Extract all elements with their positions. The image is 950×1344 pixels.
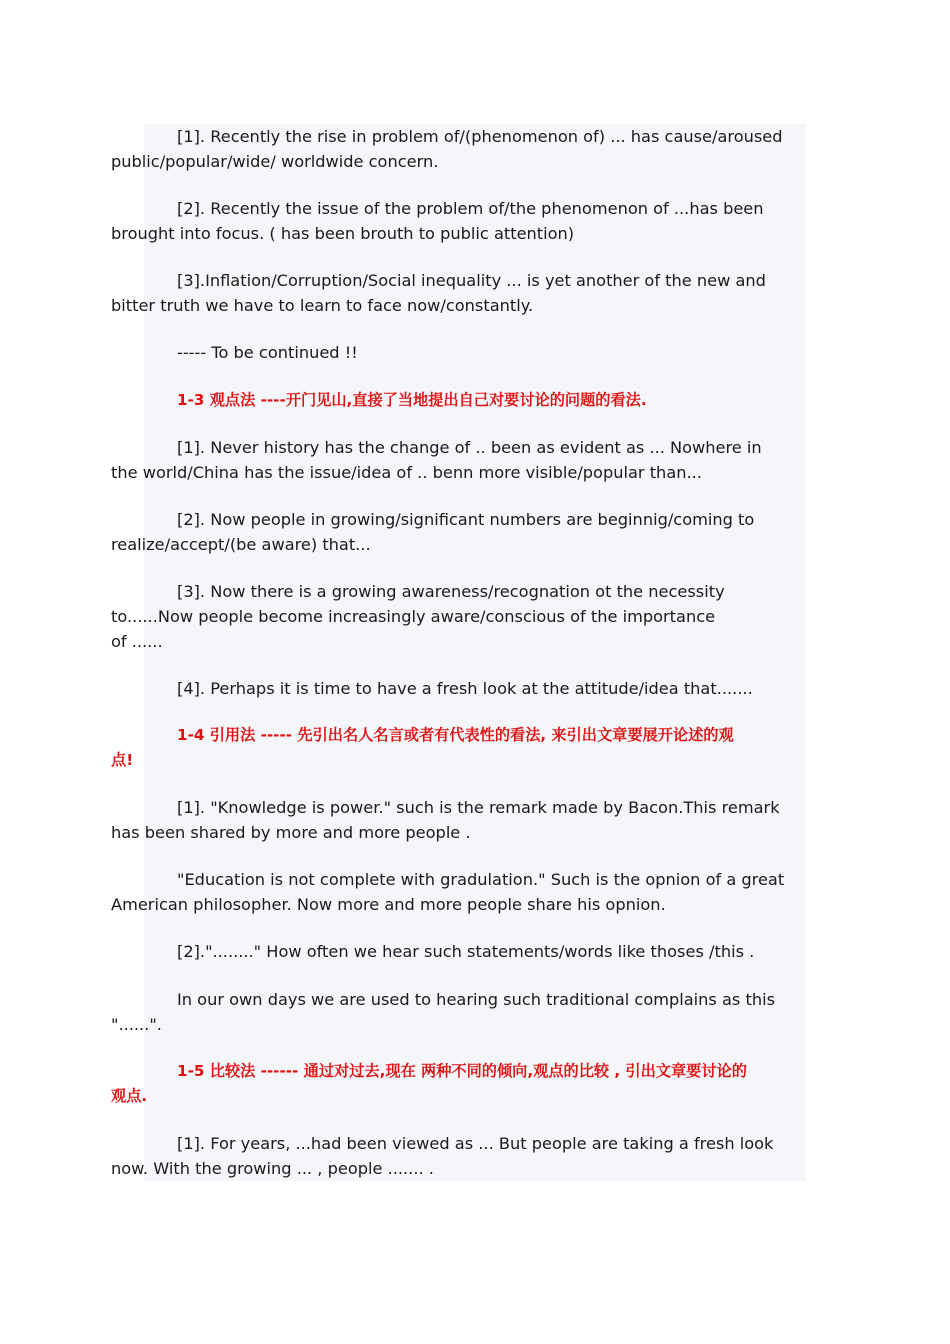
text-line: [1]. Recently the rise in problem of/(phenomenon of) ... has cause/aroused: [177, 127, 783, 146]
text-line: [2]. Now people in growing/significant numbers are beginnig/coming to: [177, 510, 755, 529]
heading-line: 1-5 比较法 ------ 通过对过去,现在 两种不同的倾向,观点的比较 , 引出文章要讨论的: [177, 1062, 747, 1080]
paragraph: [111, 795, 808, 845]
text-line: American philosopher. Now more and more people share his opnion.: [111, 895, 666, 914]
paragraph: [111, 507, 808, 557]
text-line: [2]. Recently the issue of the problem of/the phenomenon of ...has been: [177, 199, 764, 218]
text-line: [4]. Perhaps it is time to have a fresh look at the attitude/idea that.......: [177, 679, 753, 698]
paragraph: [111, 867, 808, 917]
section-heading: [111, 1059, 808, 1109]
paragraph: [111, 196, 808, 246]
text-line: [1]. "Knowledge is power." such is the remark made by Bacon.This remark: [177, 798, 780, 817]
text-line: [3]. Now there is a growing awareness/recognation ot the necessity: [177, 582, 725, 601]
text-line: [2]."........" How often we hear such statements/words like thoses /this .: [177, 942, 755, 961]
paragraph: [144, 676, 808, 701]
text-line: has been shared by more and more people .: [111, 823, 471, 842]
heading-line: 点!: [111, 751, 134, 769]
heading-line: 观点.: [111, 1087, 148, 1105]
paragraph: [111, 268, 808, 318]
paragraph: [111, 987, 808, 1037]
heading-line: 1-3 观点法 ----开门见山,直接了当地提出自己对要讨论的问题的看法.: [177, 391, 647, 409]
paragraph: [144, 340, 808, 365]
paragraph: [111, 579, 808, 654]
paragraph: [111, 124, 808, 174]
heading-line: 1-4 引用法 ----- 先引出名人名言或者有代表性的看法, 来引出文章要展开论述的观: [177, 726, 734, 744]
text-line: to......Now people become increasingly aware/conscious of the importance: [111, 607, 716, 626]
text-line: bitter truth we have to learn to face now/constantly.: [111, 296, 534, 315]
text-line: brought into focus. ( has been brouth to public attention): [111, 224, 575, 243]
section-heading: [111, 723, 808, 773]
paragraph: [144, 939, 808, 964]
section-heading: [144, 388, 808, 413]
text-line: the world/China has the issue/idea of .. benn more visible/popular than...: [111, 463, 702, 482]
text-line: "Education is not complete with gradulation." Such is the opnion of a great: [177, 870, 785, 889]
text-line: "......".: [111, 1015, 162, 1034]
text-line: In our own days we are used to hearing such traditional complains as this: [177, 990, 776, 1009]
text-line: [1]. For years, ...had been viewed as ... But people are taking a fresh look: [177, 1134, 774, 1153]
text-line: [3].Inflation/Corruption/Social inequality ... is yet another of the new and: [177, 271, 766, 290]
text-line: ----- To be continued !!: [177, 343, 358, 362]
paragraph: [111, 1131, 808, 1181]
text-line: [1]. Never history has the change of .. been as evident as ... Nowhere in: [177, 438, 762, 457]
text-line: now. With the growing ... , people ....... .: [111, 1159, 434, 1178]
text-line: of ......: [111, 632, 163, 651]
text-line: realize/accept/(be aware) that...: [111, 535, 371, 554]
paragraph: [111, 435, 808, 485]
text-line: public/popular/wide/ worldwide concern.: [111, 152, 439, 171]
